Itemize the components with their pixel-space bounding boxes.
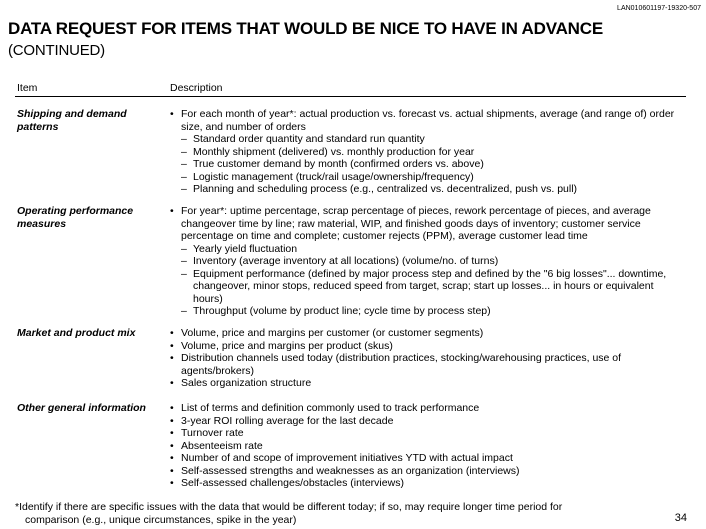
bullet-marker: • — [170, 108, 174, 120]
list-item — [170, 440, 685, 453]
bullet-text: Number of and scope of improvement initiatives YTD with actual impact — [181, 452, 513, 464]
sub-list-item — [170, 268, 685, 306]
row-description-other — [170, 402, 685, 490]
bullet-text: 3-year ROI rolling average for the last decade — [181, 414, 394, 427]
bullet-text: For each month of year*: actual production vs. forecast vs. actual shipments, average (and range of) order size, and number of orders — [181, 108, 675, 133]
bullet-text: Distribution channels used today (distribution practices, stocking/warehousing practices, use of agents/brokers) — [181, 352, 622, 377]
column-header-item: Item — [17, 82, 38, 94]
bullet-marker: • — [170, 452, 174, 464]
bullet-marker: • — [170, 205, 174, 217]
bullet-text: Self-assessed strengths and weaknesses as an organization (interviews) — [181, 464, 520, 477]
row-label-other: Other general information — [17, 402, 146, 414]
list-item — [170, 415, 685, 428]
bullet-text: For year*: uptime percentage, scrap percentage of pieces, rework percentage of pieces, and average changeover time by line; raw material, WIP, and finished goods days of inventory; customer service percentage on time and complete; customer rejects (PPM), average customer lead time — [181, 205, 651, 242]
footnote-line-2: comparison (e.g., unique circumstances, spike in the year) — [25, 514, 297, 526]
row-label-operating: Operating performance measures — [17, 205, 134, 230]
bullet-text: Volume, price and margins per product (skus) — [181, 339, 393, 352]
row-label-shipping: Shipping and demand patterns — [17, 108, 127, 133]
sub-item-text: Standard order quantity and standard run quantity — [193, 133, 425, 145]
list-item — [170, 427, 685, 440]
dash-marker: – — [181, 242, 187, 255]
row-label-market: Market and product mix — [17, 327, 136, 339]
list-item — [170, 108, 685, 133]
dash-marker: – — [181, 170, 187, 183]
bullet-text: Absenteeism rate — [181, 439, 263, 452]
sub-item-text: Throughput (volume by product line; cycle time by process step) — [193, 305, 491, 317]
footnote-line-1: *Identify if there are specific issues with the data that would be different today; if so, may require longer time period for — [15, 501, 563, 513]
bullet-marker: • — [170, 352, 174, 364]
bullet-marker: • — [170, 414, 174, 427]
bullet-text: Volume, price and margins per customer (or customer segments) — [181, 327, 484, 339]
list-item — [170, 477, 685, 490]
row-description-market — [170, 327, 685, 390]
page-number: 34 — [674, 512, 687, 524]
list-item — [170, 377, 685, 390]
list-item — [170, 340, 685, 353]
sub-item-text: Monthly shipment (delivered) vs. monthly production for year — [193, 145, 475, 158]
bullet-marker: • — [170, 402, 174, 414]
dash-marker: – — [181, 267, 187, 280]
list-item — [170, 402, 685, 415]
dash-marker: – — [181, 158, 187, 170]
page-title — [8, 18, 698, 61]
sub-item-text: Inventory (average inventory at all locations) (volume/no. of turns) — [193, 255, 499, 267]
list-item — [170, 205, 685, 243]
sub-item-text: Logistic management (truck/rail usage/ownership/frequency) — [193, 170, 474, 183]
sub-list-item — [170, 171, 685, 184]
bullet-text: Sales organization structure — [181, 377, 312, 389]
bullet-marker: • — [170, 377, 174, 389]
bullet-text: List of terms and definition commonly used to track performance — [181, 402, 480, 414]
dash-marker: – — [181, 133, 187, 145]
sub-list-item — [170, 183, 685, 196]
sub-item-text: Yearly yield fluctuation — [193, 242, 298, 255]
bullet-marker: • — [170, 427, 174, 439]
bullet-marker: • — [170, 464, 174, 477]
sub-list-item — [170, 243, 685, 256]
list-item — [170, 352, 685, 377]
header-divider — [15, 96, 686, 97]
bullet-marker: • — [170, 339, 174, 352]
list-item — [170, 465, 685, 478]
row-description-operating — [170, 205, 685, 318]
bullet-marker: • — [170, 477, 174, 489]
bullet-text: Turnover rate — [181, 427, 244, 439]
sub-list-item — [170, 133, 685, 146]
dash-marker: – — [181, 145, 187, 158]
document-id: LAN010601197-19320-507 — [617, 5, 701, 12]
dash-marker: – — [181, 183, 187, 195]
list-item — [170, 327, 685, 340]
sub-list-item — [170, 158, 685, 171]
footnote — [15, 501, 655, 527]
dash-marker: – — [181, 305, 187, 317]
bullet-text: Self-assessed challenges/obstacles (interviews) — [181, 477, 404, 489]
title-suffix: (CONTINUED) — [8, 42, 105, 59]
sub-list-item — [170, 255, 685, 268]
dash-marker: – — [181, 255, 187, 267]
list-item — [170, 452, 685, 465]
row-description-shipping — [170, 108, 685, 196]
title-text: DATA REQUEST FOR ITEMS THAT WOULD BE NICE TO HAVE IN ADVANCE — [8, 19, 603, 38]
sub-item-text: True customer demand by month (confirmed orders vs. above) — [193, 158, 484, 170]
sub-list-item — [170, 146, 685, 159]
sub-item-text: Planning and scheduling process (e.g., centralized vs. decentralized, push vs. pull) — [193, 183, 578, 195]
bullet-marker: • — [170, 327, 174, 339]
column-header-description: Description — [170, 82, 223, 94]
sub-list-item — [170, 305, 685, 318]
bullet-marker: • — [170, 439, 174, 452]
sub-item-text: Equipment performance (defined by major process step and defined by the "6 big losses"... downtime, changeover, minor stops, reduced speed from target, scrap; start up losses... in hours or equivalent hours) — [193, 267, 667, 305]
